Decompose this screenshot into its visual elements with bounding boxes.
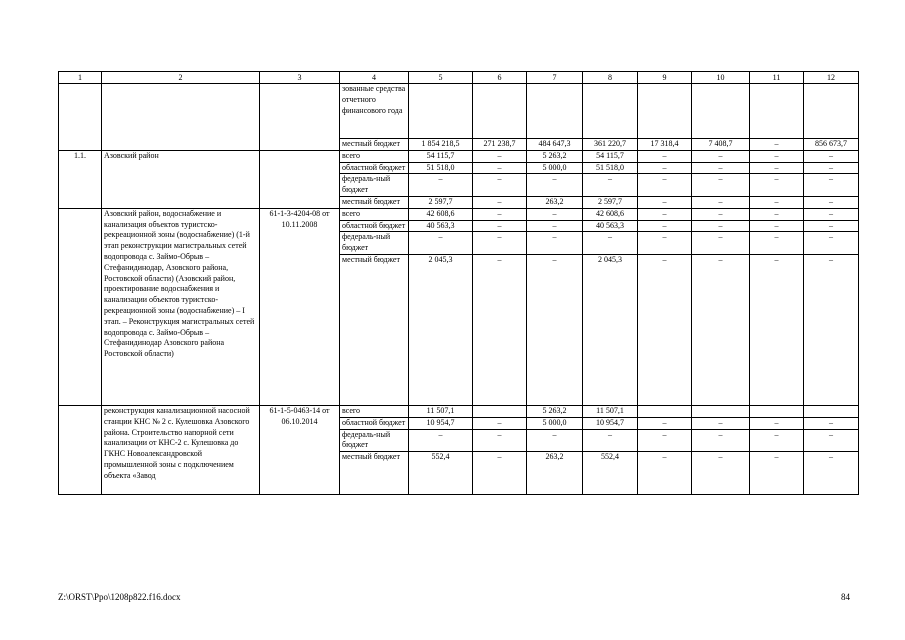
value-cell: –	[692, 220, 750, 232]
value-cell	[750, 405, 804, 417]
value-cell: –	[638, 162, 692, 174]
value-cell: –	[804, 174, 859, 197]
value-cell: 5 263,2	[527, 150, 583, 162]
value-cell: 51 518,0	[409, 162, 473, 174]
footer-file-path: Z:\ORST\Ppo\1208p822.f16.docx	[58, 592, 181, 602]
value-cell: –	[750, 452, 804, 495]
value-cell: 2 045,3	[409, 254, 473, 405]
value-cell: 2 045,3	[583, 254, 638, 405]
value-cell: 552,4	[409, 452, 473, 495]
value-cell: –	[638, 174, 692, 197]
value-cell: –	[638, 196, 692, 208]
budget-table	[58, 71, 859, 495]
value-cell	[692, 405, 750, 417]
value-cell: 5 263,2	[527, 405, 583, 417]
value-cell: –	[804, 417, 859, 429]
value-cell: –	[804, 452, 859, 495]
value-cell: –	[409, 174, 473, 197]
col-number: 8	[583, 72, 638, 84]
value-cell: –	[750, 232, 804, 255]
source-label: всего	[340, 405, 409, 417]
value-cell: 856 673,7	[804, 139, 859, 151]
value-cell: 361 220,7	[583, 139, 638, 151]
col-number: 2	[102, 72, 260, 84]
object-name: Азовский район	[102, 150, 260, 208]
value-cell: –	[638, 232, 692, 255]
value-cell: –	[638, 254, 692, 405]
value-cell: –	[527, 254, 583, 405]
column-number-row	[59, 72, 859, 84]
value-cell: –	[692, 232, 750, 255]
value-cell: 11 507,1	[409, 405, 473, 417]
budget-table-page	[58, 71, 859, 495]
col-number: 3	[260, 72, 340, 84]
value-cell: –	[409, 429, 473, 452]
value-cell: 42 608,6	[583, 208, 638, 220]
value-cell: –	[804, 208, 859, 220]
value-cell: –	[804, 220, 859, 232]
value-cell: –	[692, 254, 750, 405]
col-number: 5	[409, 72, 473, 84]
value-cell: –	[473, 150, 527, 162]
value-cell: –	[409, 232, 473, 255]
col-number: 9	[638, 72, 692, 84]
table-row	[59, 84, 859, 139]
col-number: 1	[59, 72, 102, 84]
value-cell: 2 597,7	[583, 196, 638, 208]
value-cell: –	[638, 417, 692, 429]
empty-cell	[260, 84, 340, 151]
value-cell: –	[583, 232, 638, 255]
value-cell: –	[527, 429, 583, 452]
value-cell: –	[692, 162, 750, 174]
value-cell: –	[750, 220, 804, 232]
col-number: 6	[473, 72, 527, 84]
value-cell: –	[750, 417, 804, 429]
value-cell: –	[804, 162, 859, 174]
value-cell: –	[473, 162, 527, 174]
value-cell: 263,2	[527, 452, 583, 495]
col-number: 10	[692, 72, 750, 84]
value-cell: –	[692, 417, 750, 429]
value-cell	[804, 405, 859, 417]
source-label: областной бюджет	[340, 220, 409, 232]
value-cell: 51 518,0	[583, 162, 638, 174]
empty-cell	[102, 84, 260, 151]
source-label: областной бюджет	[340, 417, 409, 429]
empty-cell	[59, 208, 102, 405]
value-cell: –	[692, 208, 750, 220]
source-label: местный бюджет	[340, 254, 409, 405]
value-cell: –	[473, 208, 527, 220]
value-cell: 11 507,1	[583, 405, 638, 417]
value-cell: –	[527, 208, 583, 220]
table-row	[59, 208, 859, 220]
col-number: 4	[340, 72, 409, 84]
col-number: 12	[804, 72, 859, 84]
value-cell: 40 563,3	[583, 220, 638, 232]
value-cell: 54 115,7	[583, 150, 638, 162]
value-cell: –	[804, 254, 859, 405]
value-cell: –	[638, 452, 692, 495]
source-label: местный бюджет	[340, 452, 409, 495]
table-row	[59, 405, 859, 417]
value-cell: –	[473, 452, 527, 495]
footer-page-number: 84	[841, 592, 850, 602]
value-cell: 484 647,3	[527, 139, 583, 151]
value-cell	[473, 405, 527, 417]
value-cell: 10 954,7	[409, 417, 473, 429]
value-cell: –	[638, 150, 692, 162]
source-label: местный бюджет	[340, 196, 409, 208]
value-cell: –	[473, 429, 527, 452]
value-cell: –	[750, 429, 804, 452]
value-cell: –	[527, 232, 583, 255]
source-label: всего	[340, 208, 409, 220]
value-cell: 5 000,0	[527, 162, 583, 174]
object-code: 61-1-5-0463-14 от 06.10.2014	[260, 405, 340, 494]
value-cell: –	[473, 220, 527, 232]
source-label: федераль-ный бюджет	[340, 174, 409, 197]
value-cell: –	[750, 254, 804, 405]
empty-cell	[59, 84, 102, 151]
source-label: всего	[340, 150, 409, 162]
value-cell: 552,4	[583, 452, 638, 495]
value-cell: 5 000,0	[527, 417, 583, 429]
col-number: 7	[527, 72, 583, 84]
object-name: реконструкция канализационной насосной станции КНС № 2 с. Кулешовка Азовского района. Строительство напорной сети канализации от КНС-2 с. Кулешовка до ГКНС Новоалександровской промышленной зоны с подключением объекта «Завод	[102, 405, 260, 494]
value-cell: 54 115,7	[409, 150, 473, 162]
value-cell: –	[804, 196, 859, 208]
value-cell: 2 597,7	[409, 196, 473, 208]
value-cell: –	[638, 220, 692, 232]
value-cell: –	[527, 174, 583, 197]
value-cell: –	[750, 174, 804, 197]
value-cell: 40 563,3	[409, 220, 473, 232]
table-row	[59, 150, 859, 162]
col-number: 11	[750, 72, 804, 84]
value-cell: –	[692, 452, 750, 495]
value-cell: –	[473, 174, 527, 197]
value-cell: –	[804, 429, 859, 452]
value-cell: –	[750, 139, 804, 151]
value-cell: –	[750, 196, 804, 208]
value-cell: –	[583, 174, 638, 197]
source-label: местный бюджет	[340, 139, 409, 151]
value-cell: 42 608,6	[409, 208, 473, 220]
value-cell: –	[527, 220, 583, 232]
value-cell: 271 238,7	[473, 139, 527, 151]
value-cell: –	[692, 429, 750, 452]
object-name: Азовский район, водоснабжение и канализация объектов туристско-рекреационной зоны (водоснабжение) (1-й этап реконструкции магистральных сетей водопровода с. Займо-Обрыв – Стефанидинодар, Азовского района, Ростовской области) (Азовский район, проектирование водоснабжения и канализации объектов туристско-рекреационной зоны (водоснабжение) – I этап. – Реконструкция магистральных сетей водопровода с. Займо-Обрыв – Стефанидинодар Азовского района Ростовской области)	[102, 208, 260, 405]
funds-label: зованные средства отчетного финансового года	[340, 84, 409, 139]
value-cell	[638, 405, 692, 417]
value-cell: –	[692, 174, 750, 197]
value-cell: –	[473, 232, 527, 255]
value-cell: 263,2	[527, 196, 583, 208]
source-label: областной бюджет	[340, 162, 409, 174]
source-label: федераль-ный бюджет	[340, 429, 409, 452]
value-cell: –	[750, 208, 804, 220]
value-cell: 10 954,7	[583, 417, 638, 429]
value-cell: –	[638, 208, 692, 220]
empty-cell	[59, 405, 102, 494]
value-cell: –	[804, 150, 859, 162]
value-cell: 7 408,7	[692, 139, 750, 151]
value-cell: –	[583, 429, 638, 452]
value-cell: –	[692, 150, 750, 162]
object-code: 61-1-3-4204-08 от 10.11.2008	[260, 208, 340, 405]
value-cell: –	[804, 232, 859, 255]
value-cell: 1 854 218,5	[409, 139, 473, 151]
value-cell: 17 318,4	[638, 139, 692, 151]
value-cell: –	[750, 162, 804, 174]
value-cell: –	[473, 196, 527, 208]
value-cell: –	[638, 429, 692, 452]
value-cell: –	[473, 417, 527, 429]
value-cell: –	[750, 150, 804, 162]
value-cell: –	[473, 254, 527, 405]
row-number: 1.1.	[59, 150, 102, 208]
source-label: федераль-ный бюджет	[340, 232, 409, 255]
empty-cell	[260, 150, 340, 208]
value-cell: –	[692, 196, 750, 208]
